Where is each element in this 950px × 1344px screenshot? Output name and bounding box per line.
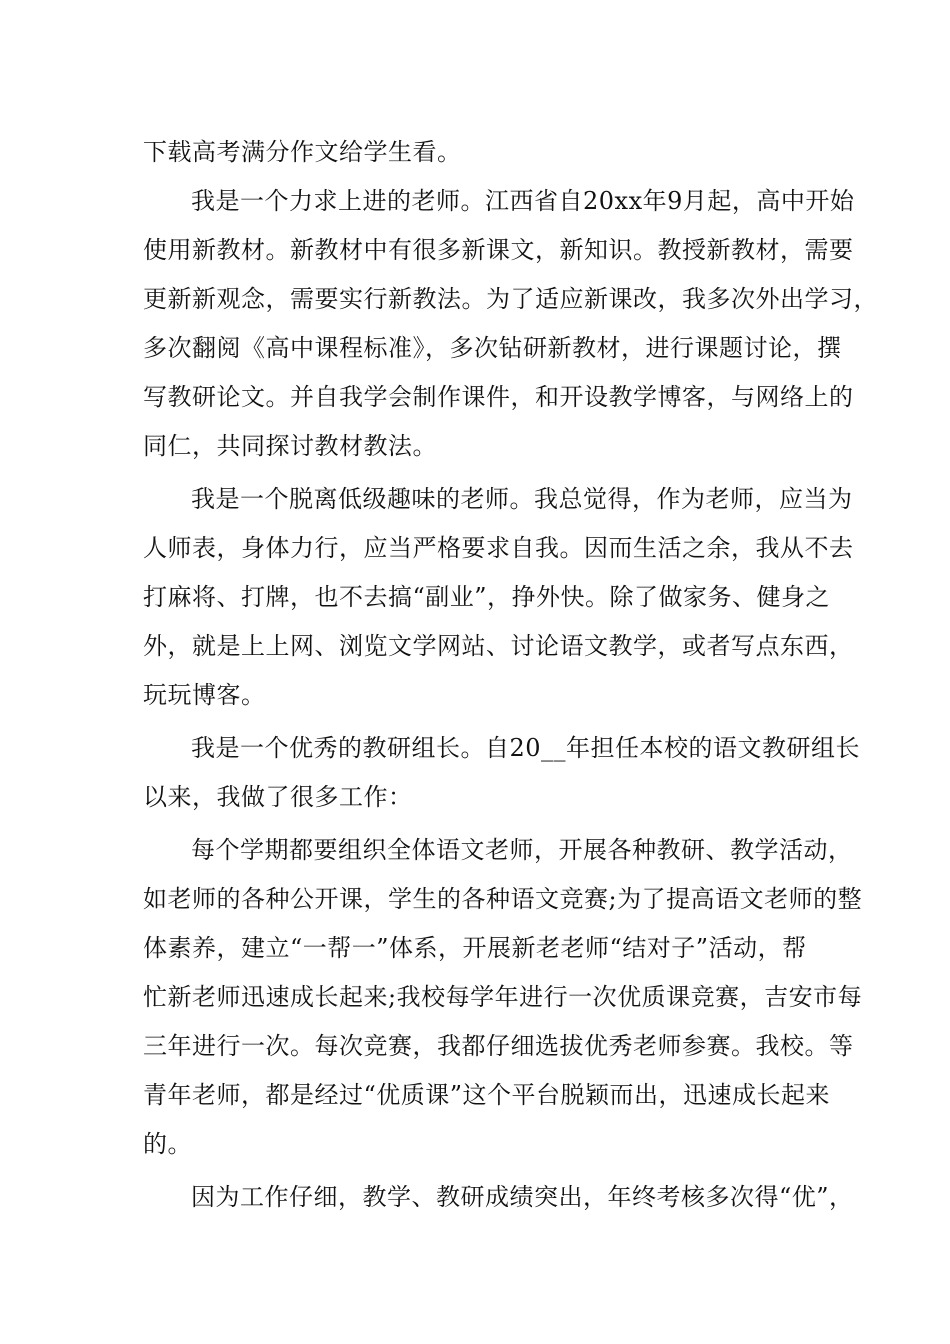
text-line: 下载高考满分作文给学生看。 [143, 138, 462, 166]
text-line: 人师表，身体力行，应当严格要求自我。因而生活之余，我从不去 [143, 534, 854, 562]
text-line: 使用新教材。新教材中有很多新课文，新知识。教授新教材，需要 [143, 236, 854, 264]
text-line: 三年进行一次。每次竞赛，我都仔细选拔优秀老师参赛。我校。等 [143, 1032, 854, 1060]
paragraph-start-line: 因为工作仔细，教学、教研成绩突出，年终考核多次得“优”， [191, 1183, 854, 1211]
text-line: 打麻将、打牌，也不去搞“副业”，挣外快。除了做家务、健身之 [143, 583, 831, 611]
text-line: 青年老师，都是经过“优质课”这个平台脱颖而出，迅速成长起来 [143, 1081, 831, 1109]
text-line: 外，就是上上网、浏览文学网站、讨论语文教学，或者写点东西， [143, 632, 854, 660]
text-line: 同仁，共同探讨教材教法。 [143, 432, 437, 460]
text-line: 如老师的各种公开课，学生的各种语文竞赛;为了提高语文老师的整 [143, 885, 863, 913]
text-line: 体素养，建立“一帮一”体系，开展新老老师“结对子”活动，帮 [143, 934, 807, 962]
text-line: 写教研论文。并自我学会制作课件，和开设教学博客，与网络上的 [143, 383, 854, 411]
paragraph-start-line: 每个学期都要组织全体语文老师，开展各种教研、教学活动， [191, 836, 853, 864]
text-line: 忙新老师迅速成长起来;我校每学年进行一次优质课竞赛，吉安市每 [143, 983, 863, 1011]
paragraph-start-line: 我是一个脱离低级趣味的老师。我总觉得，作为老师，应当为 [191, 485, 853, 513]
paragraph-start-line: 我是一个优秀的教研组长。自20__年担任本校的语文教研组长 [191, 734, 861, 762]
text-line: 多次翻阅《高中课程标准》，多次钻研新教材，进行课题讨论，撰 [143, 334, 842, 362]
paragraph-start-line: 我是一个力求上进的老师。江西省自20xx年9月起，高中开始 [191, 187, 855, 215]
text-line: 更新新观念，需要实行新教法。为了适应新课改，我多次外出学习， [143, 285, 878, 313]
text-line: 以来，我做了很多工作： [143, 783, 413, 811]
text-line: 的。 [143, 1130, 192, 1158]
text-line: 玩玩博客。 [143, 681, 266, 709]
